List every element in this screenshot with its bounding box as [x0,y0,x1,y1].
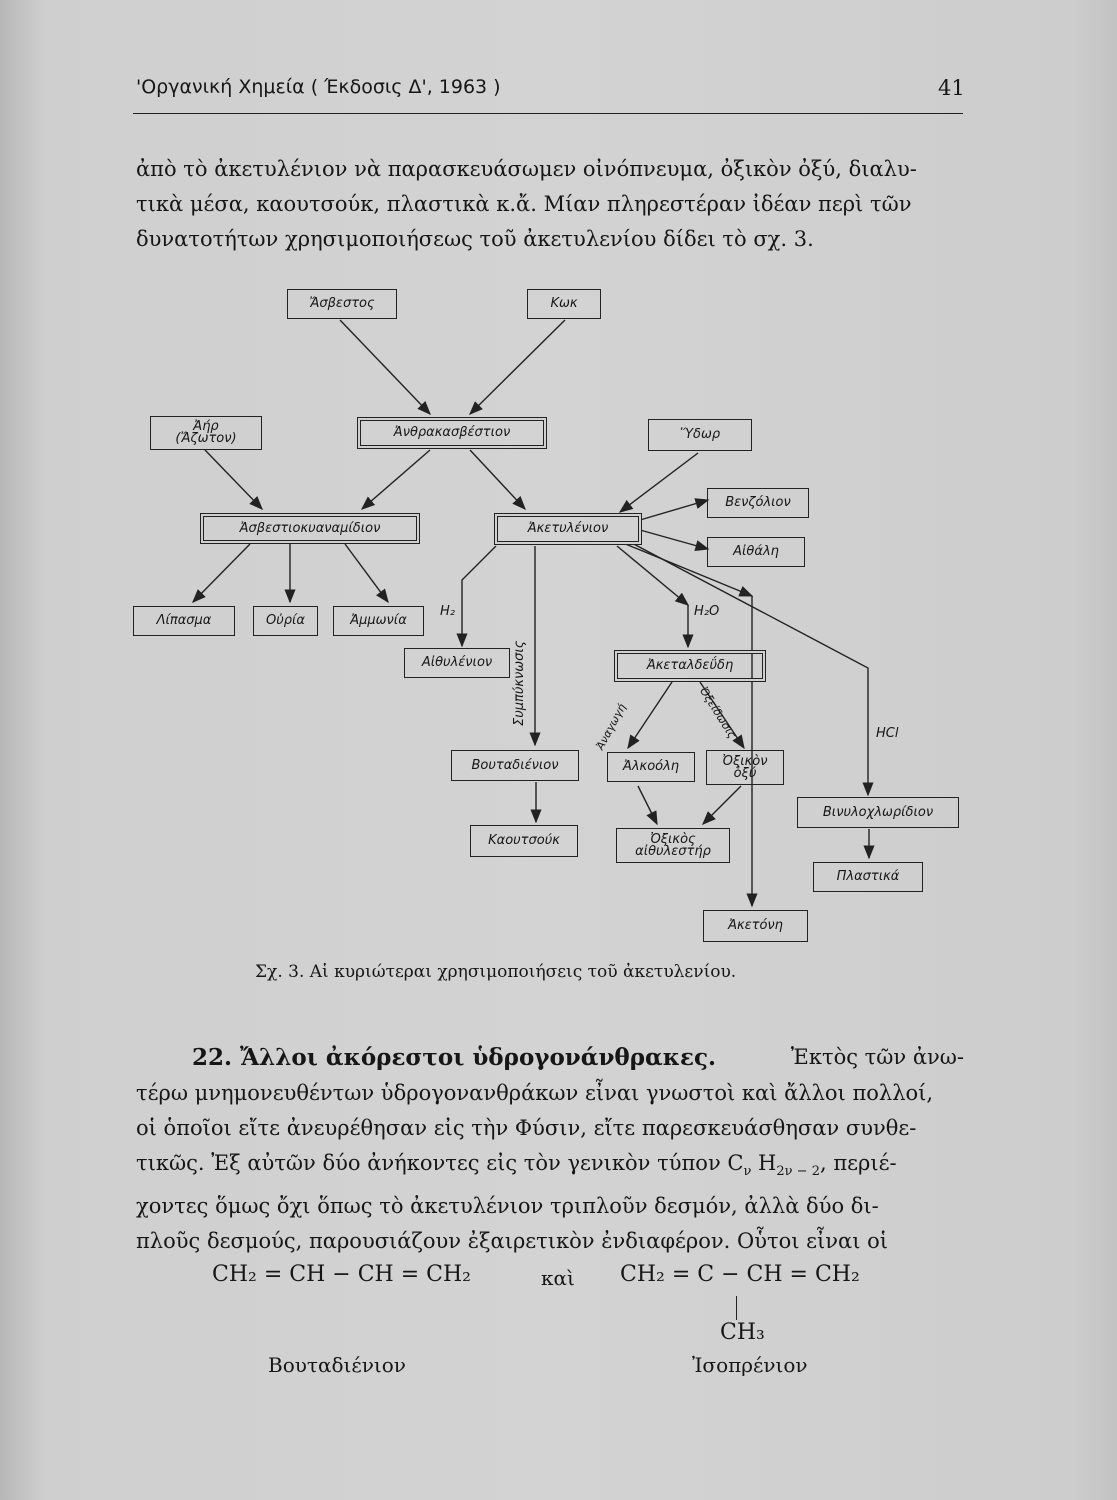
text-segment: H [751,1151,777,1175]
node-plastika: Πλαστικά [813,862,923,892]
text-line: ἀπὸ τὸ ἀκετυλένιον νὰ παρασκευάσωμεν οἰνόπνευμα, ὀξικὸν ὀξύ, διαλυ- [136,157,917,181]
text-line: οἱ ὁποῖοι εἴτε ἀνευρέθησαν εἰς τὴν Φύσιν, εἴτε παρεσκευάσθησαν συνθε- [136,1116,917,1140]
page-number: 41 [938,76,965,100]
node-kaoutsouk: Καουτσούκ [470,825,578,857]
node-ammonia: Ἀμμωνία [333,606,424,636]
text-line-formula [136,1146,964,1189]
text-segment: τικῶς. Ἐξ αὐτῶν δύο ἀνήκοντες εἰς τὸν γενικὸν τύπον C [136,1151,744,1175]
node-venzolion: Βενζόλιον [707,488,809,518]
node-air [150,416,262,450]
arrow [345,544,388,602]
arrow [462,546,496,646]
arrow [620,453,698,512]
node-lipasma: Λίπασμα [133,606,235,636]
text-line: τικὰ μέσα, καουτσούκ, πλαστικὰ κ.ἄ. Μίαν πληρεστέραν ἰδέαν περὶ τῶν [136,192,912,216]
arrow [628,682,672,748]
text-line: τέρω μνημονευθέντων ὑδρογονανθράκων εἶναι γνωστοὶ καὶ ἄλλοι πολλοί, [136,1081,934,1105]
node-asvestos: Ἄσβεστος [287,289,397,319]
arrow [470,320,565,414]
node-aketylenion: Ἀκετυλένιον [494,513,642,545]
node-anthrakasvestion: Ἀνθρακασβέστιον [357,417,547,449]
node-alkooli: Ἀλκοόλη [607,752,695,782]
node-air-line1: Ἀήρ [193,419,219,434]
node-aketoni: Ἀκετόνη [703,910,808,942]
figure-caption: Σχ. 3. Αἱ κυριώτεραι χρησιμοποιήσεις τοῦ ἀκετυλενίου. [255,962,737,982]
node-oxikon-oxy [706,750,784,785]
text-segment: , περιέ- [819,1151,897,1175]
text-line: χοντες ὅμως ὄχι ὅπως τὸ ἀκετυλένιον τριπλοῦν δεσμόν, ἀλλὰ δύο δι- [136,1194,879,1218]
text-line: πλοῦς δεσμούς, παρουσιάζουν ἐξαιρετικὸν ἐνδιαφέρον. Οὗτοι εἶναι οἱ [136,1229,889,1253]
formula-isoprene: CH₂ = C − CH = CH₂ [620,1262,860,1287]
node-oxikon-line1: Ὀξικὸν [722,753,768,769]
label-oxeidosis: Ὀξείδωσις [696,685,739,741]
arrow [470,450,525,509]
label-anagogi-text: Ἀναγωγή [593,701,629,753]
arrow [193,544,250,602]
arrow [362,450,430,509]
arrow [638,786,657,824]
label-sympyknosis-text: Συμπύκνωσις [512,640,527,726]
node-aketaldeydi: Ἀκεταλδεΰδη [614,650,766,682]
node-asvestiokyanamidion: Ἀσβεστιοκυαναμίδιον [200,513,420,544]
arrow [205,450,262,509]
node-kok: Κωκ [527,289,601,319]
text-line: δυνατοτήτων χρησιμοποιήσεως τοῦ ἀκετυλενίου δίδει τὸ σχ. 3. [136,227,814,251]
arrow [640,530,708,549]
arrow [640,500,708,520]
arrow [340,320,430,414]
node-vinylochloridion: Βινυλοχλωρίδιον [797,797,959,828]
subscript: ν [743,1164,752,1179]
node-oxikos-line1: Ὀξικὸς [650,831,696,847]
name-butadiene: Βουταδιένιον [268,1353,406,1377]
text-line: Ἐκτὸς τῶν ἀνω- [790,1045,964,1069]
node-air-line2: (Ἄζωτον) [175,431,237,446]
formula-kai: καὶ [541,1266,575,1290]
subscript: 2ν − 2 [776,1164,820,1179]
node-voutadienion: Βουταδιένιον [451,750,579,781]
node-ouria: Οὐρία [253,606,318,636]
node-ydor: Ὕδωρ [648,419,752,451]
label-h2o: H₂O [694,604,720,619]
node-oxikos-aithylestir [616,828,730,863]
running-head: 'Οργανική Χημεία ( Έκδοσις Δ', 1963 ) [136,76,501,98]
label-h2: H₂ [440,604,455,619]
node-aithali: Αἰθάλη [707,537,805,567]
arrow [703,786,741,824]
methyl-bond [736,1296,737,1320]
formula-methyl: CH₃ [720,1320,765,1345]
section-title: 22. Ἄλλοι ἀκόρεστοι ὑδρογονάνθρακες. [192,1044,716,1071]
node-aithylenion: Αἰθυλένιον [404,648,510,678]
node-oxikon-line2: ὀξύ [733,765,757,781]
formula-butadiene: CH₂ = CH − CH = CH₂ [212,1262,471,1287]
node-oxikos-line2: αἰθυλεστήρ [635,843,711,859]
name-isoprene: Ἰσοπρένιον [692,1353,808,1377]
section-22-paragraph [136,1040,964,1259]
label-hcl: HCl [876,726,899,741]
